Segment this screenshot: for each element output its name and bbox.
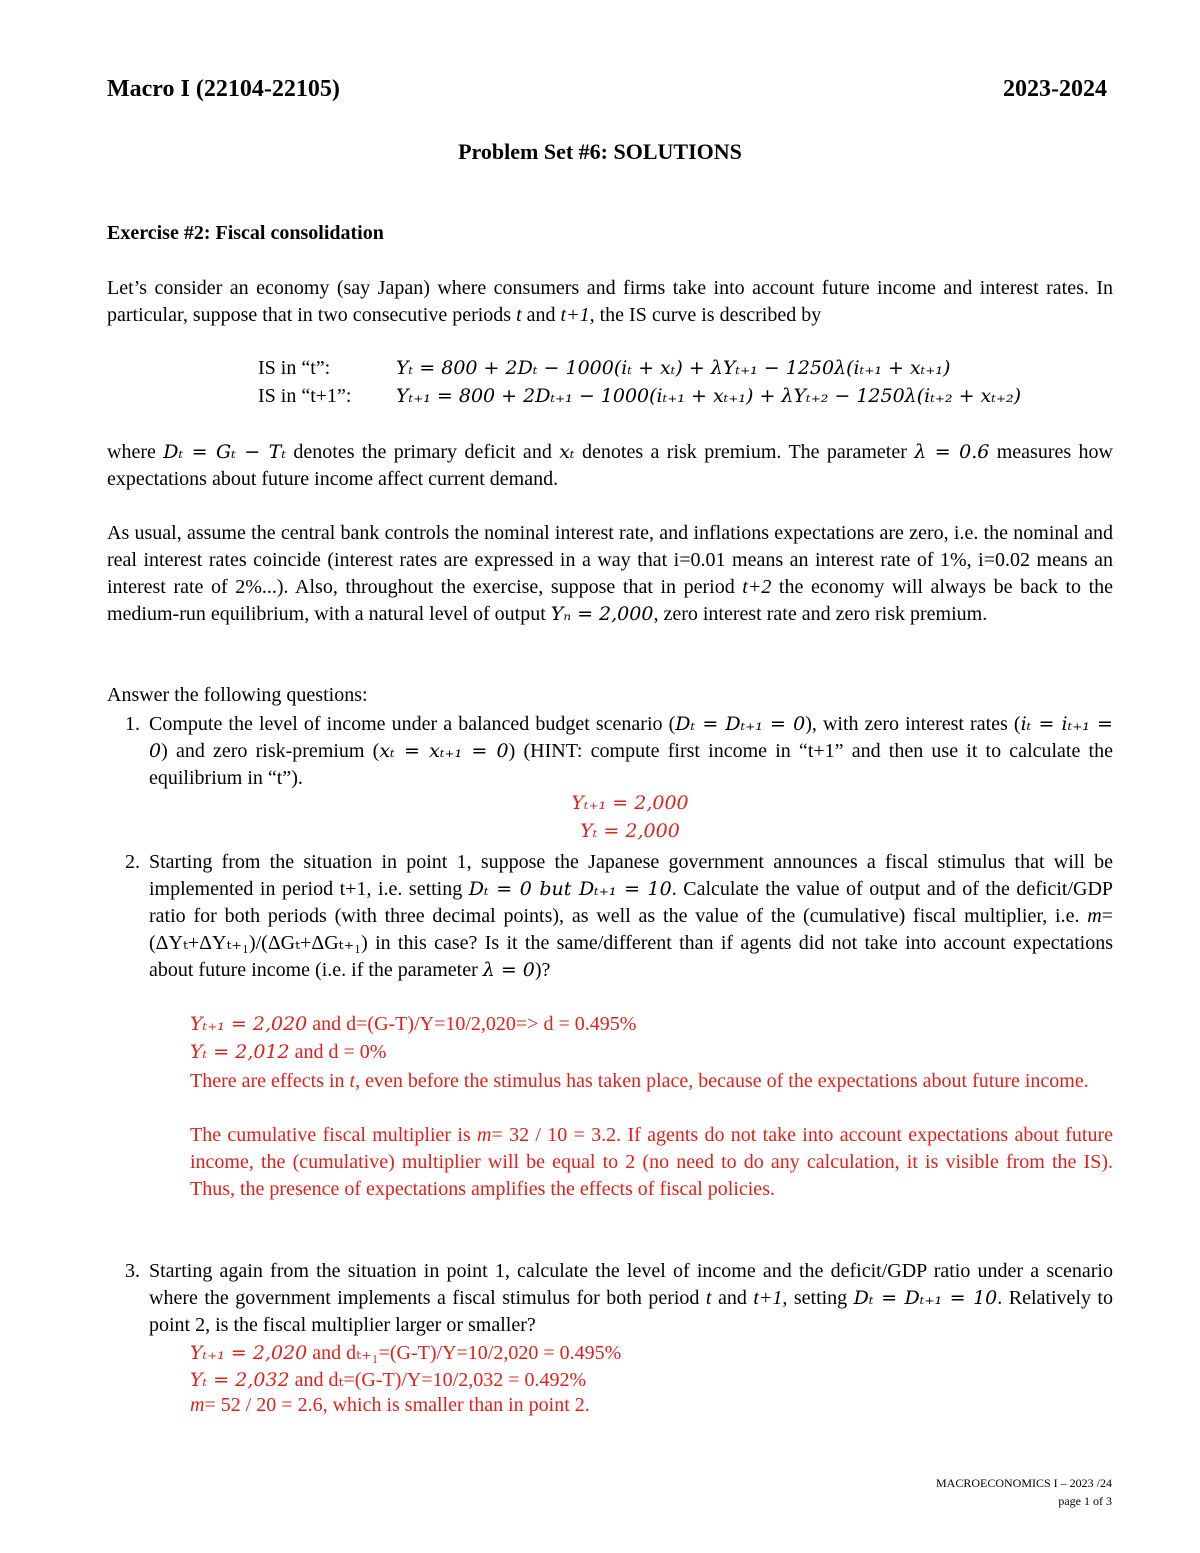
page-title: Problem Set #6: SOLUTIONS	[458, 139, 742, 164]
q2-expectations-note: There are effects in t, even before the stimulus has taken place, because of the expectations about future income.	[190, 1070, 1089, 1092]
q2-answer-yt1: Yₜ₊₁ = 2,020 and d=(G-T)/Y=10/2,020=> d = 0.495%	[190, 1013, 637, 1035]
footer-course: MACROECONOMICS I – 2023 /24	[935, 1476, 1112, 1490]
assumptions-paragraph: As usual, assume the central bank controls the nominal interest rate, and inflations expectations are zero, i.e. the nominal and real interest rates coincide (interest rates are expressed in a way that i=0.01 means an interest rate of 1%, i=0.02 means an interest rate of 2%...). Also, throughout the exercise, suppose that in period t+2 the economy will always be back to the medium-run equilibrium, with a natural level of output Yₙ = 2,000, zero interest rate and zero risk premium.	[107, 522, 1114, 625]
q2-multiplier-note: The cumulative fiscal multiplier is m= 32 / 10 = 3.2. If agents do not take into account expectations about future income, the (cumulative) multiplier will be equal to 2 (no need to do any calculation, it is visible from the IS). Thus, the presence of expectations amplifies the effects of fiscal policies.	[190, 1124, 1113, 1200]
page-footer	[936, 1474, 1112, 1510]
q3-multiplier-answer: m= 52 / 20 = 2.6, which is smaller than in point 2.	[190, 1394, 590, 1416]
q3-answer-yt1: Yₜ₊₁ = 2,020 and dₜ₊₁=(G-T)/Y=10/2,020 = 0.495%	[190, 1342, 622, 1364]
q1-answer-yt1: Yₜ₊₁ = 2,000	[571, 792, 689, 814]
is-curve-t-label: IS in “t”:	[258, 357, 331, 379]
question-number: 2.	[125, 851, 140, 873]
answer-prompt: Answer the following questions:	[107, 684, 368, 706]
page-number: page 1 of 3	[1058, 1494, 1112, 1508]
question-number: 3.	[125, 1260, 140, 1282]
academic-year: 2023-2024	[1003, 76, 1107, 102]
is-curve-t1-label: IS in “t+1”:	[258, 385, 352, 407]
question-3: 3. Starting again from the situation in point 1, calculate the level of income and the deficit/GDP ratio under a scenario where the government implements a fiscal stimulus for both period t and t+1, setting Dₜ = Dₜ₊₁ = 10. Relatively to point 2, is the fiscal multiplier larger or smaller?	[125, 1260, 1113, 1336]
is-curve-t1-equation: Yₜ₊₁ = 800 + 2Dₜ₊₁ − 1000(iₜ₊₁ + xₜ₊₁) + λYₜ₊₂ − 1250λ(iₜ₊₂ + xₜ₊₂)	[396, 385, 1022, 407]
definitions-paragraph: where Dₜ = Gₜ − Tₜ denotes the primary deficit and xₜ denotes a risk premium. The parameter λ = 0.6 measures how expectations about future income affect current demand.	[107, 441, 1114, 490]
q1-answer-yt: Yₜ = 2,000	[580, 820, 680, 842]
question-number: 1.	[125, 713, 140, 735]
q2-answer-yt: Yₜ = 2,012 and d = 0%	[190, 1041, 387, 1063]
question-2: 2. Starting from the situation in point 1, suppose the Japanese government announces a fiscal stimulus that will be implemented in period t+1, i.e. setting Dₜ = 0 but Dₜ₊₁ = 10. Calculate the value of output and of the deficit/GDP ratio for both periods (with three decimal points), as well as the value of the (cumulative) fiscal multiplier, i.e. m=(ΔYₜ+ΔYₜ₊₁)/(ΔGₜ+ΔGₜ₊₁) in this case? Is it the same/different than if agents did not take into account expectations about future income (i.e. if the parameter λ = 0)?	[125, 851, 1114, 981]
question-1: 1. Compute the level of income under a balanced budget scenario (Dₜ = Dₜ₊₁ = 0), with zero interest rates (iₜ = iₜ₊₁ = 0) and zero risk-premium (xₜ = xₜ₊₁ = 0) (HINT: compute first income in “t+1” and then use it to calculate the equilibrium in “t”).	[125, 713, 1113, 789]
is-curve-t-equation: Yₜ = 800 + 2Dₜ − 1000(iₜ + xₜ) + λYₜ₊₁ − 1250λ(iₜ₊₁ + xₜ₊₁)	[396, 357, 951, 379]
exercise-heading: Exercise #2: Fiscal consolidation	[107, 222, 384, 244]
course-title: Macro I (22104-22105)	[107, 76, 340, 102]
q3-answer-yt: Yₜ = 2,032 and dₜ=(G-T)/Y=10/2,032 = 0.492%	[190, 1369, 587, 1391]
intro-paragraph: Let’s consider an economy (say Japan) where consumers and firms take into account future income and interest rates. In particular, suppose that in two consecutive periods t and t+1, the IS curve is described by	[107, 277, 1113, 326]
